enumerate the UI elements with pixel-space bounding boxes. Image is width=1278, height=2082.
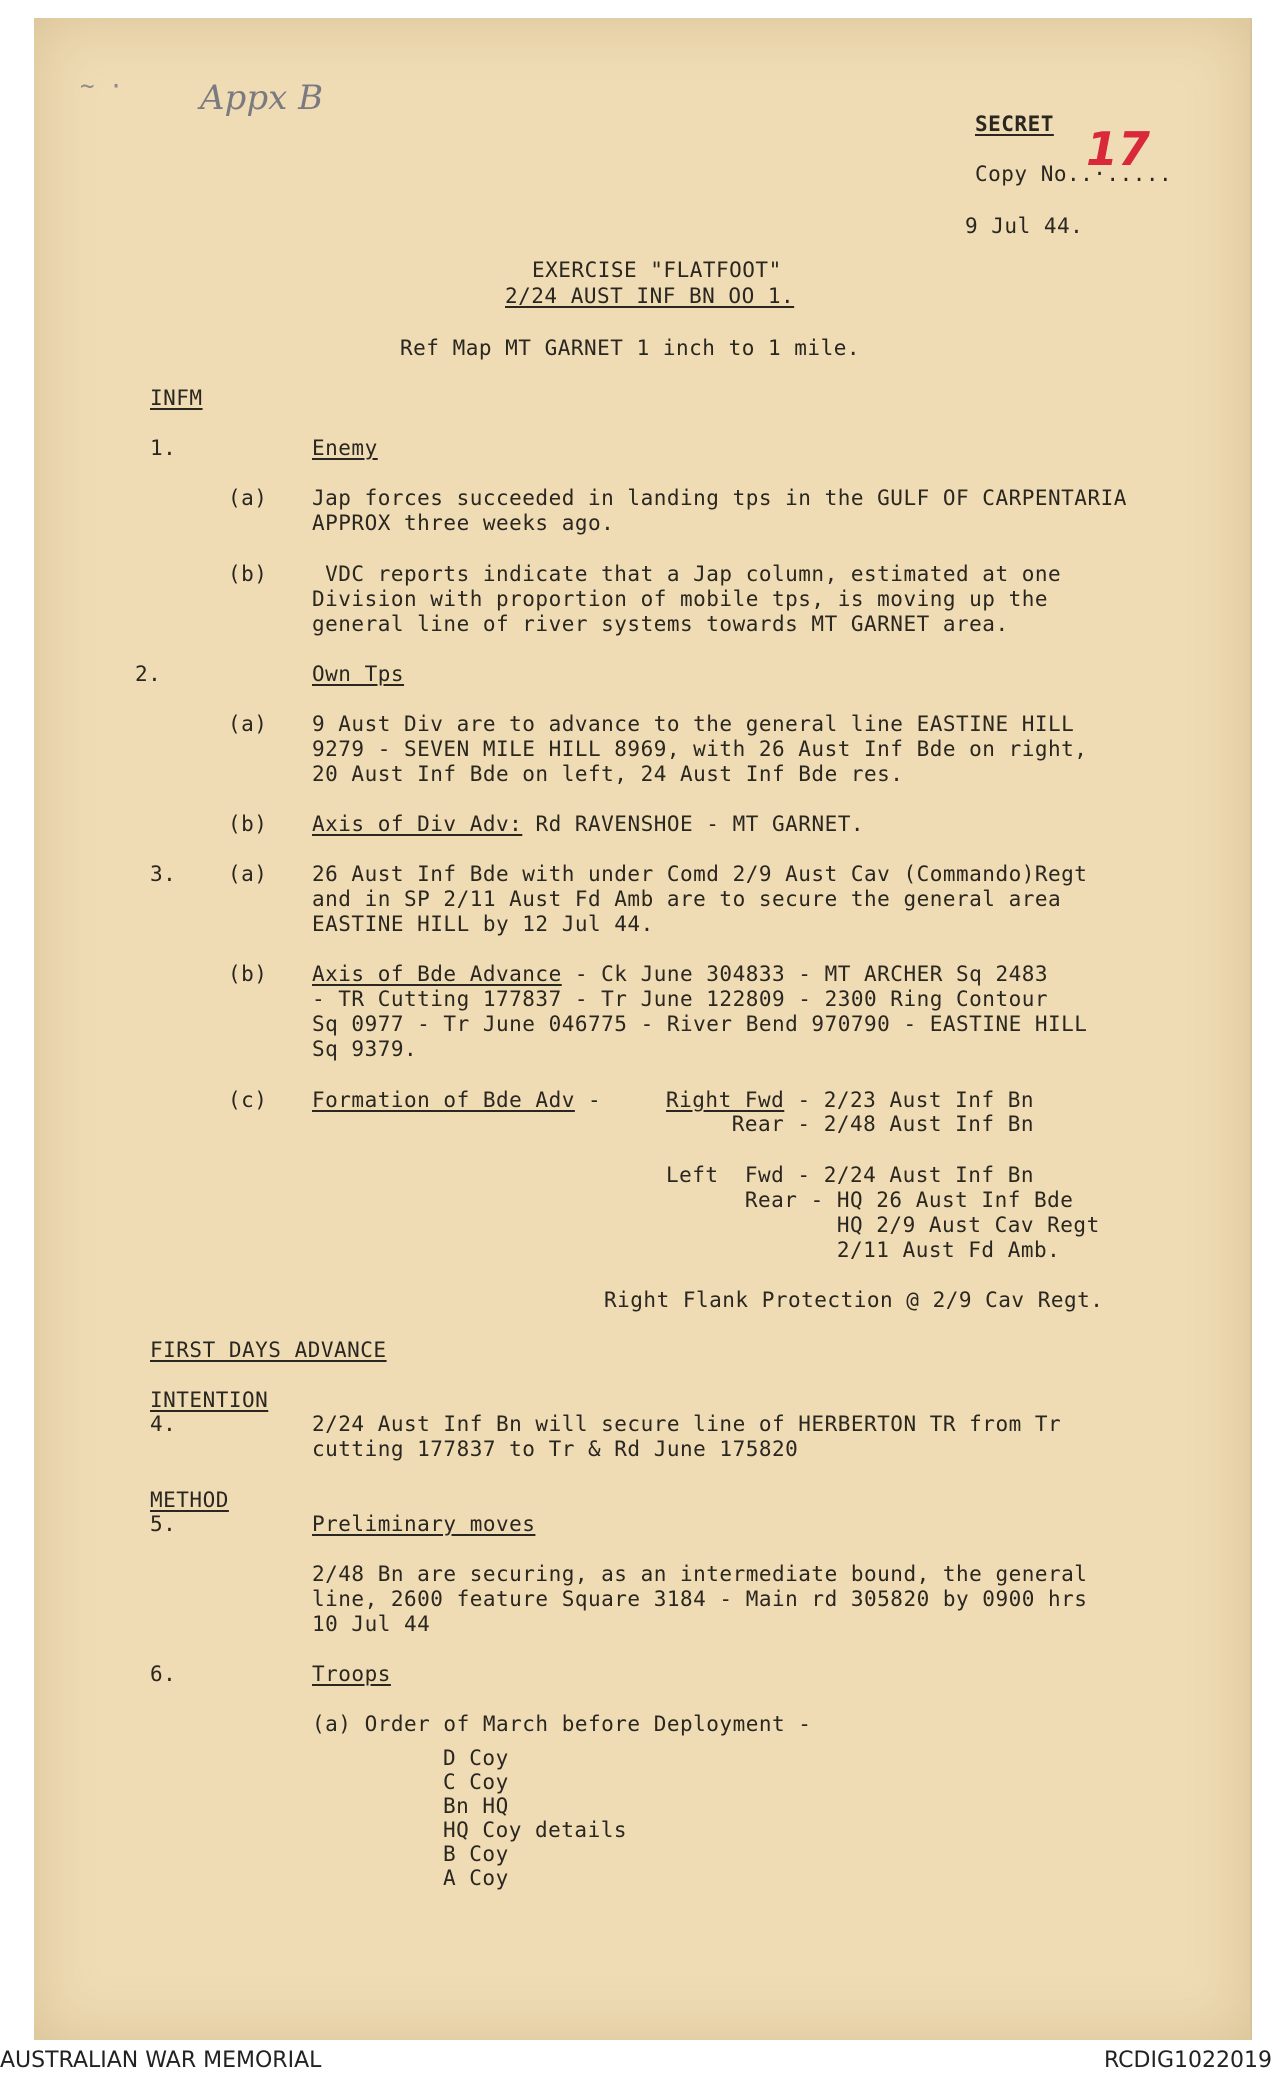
left-formation: Left Fwd - 2/24 Aust Inf Bn Rear - HQ 26 Aust Inf Bde HQ 2/9 Aust Cav Regt 2/11 Aust Fd Amb. [666, 1163, 1100, 1262]
exercise-title: EXERCISE "FLATFOOT" [532, 258, 782, 282]
footer-record-id: RCDIG1022019 [1103, 2048, 1272, 2073]
para-3b-body: - Ck June 304833 - MT ARCHER Sq 2483 - TR Cutting 177837 - Tr June 122809 - 2300 Ring Contour Sq 0977 - Tr June 046775 - River Bend 970790 - EASTINE HILL Sq 9379. [312, 962, 1088, 1061]
para-2a-text: 9 Aust Div are to advance to the general line EASTINE HILL 9279 - SEVEN MILE HILL 8969, with 26 Aust Inf Bde on right, 20 Aust Inf Bde on left, 24 Aust Inf Bde res. [312, 712, 1088, 786]
para-5-text: 2/48 Bn are securing, as an intermediate bound, the general line, 2600 feature Square 3184 - Main rd 305820 by 0900 hrs 10 Jul 44 [312, 1562, 1088, 1636]
para-2b-heading: Axis of Div Adv: [312, 812, 523, 836]
para-1a-text: Jap forces succeeded in landing tps in the GULF OF CARPENTARIA APPROX three weeks ago. [312, 486, 1127, 535]
para-3c-line [312, 1088, 614, 1113]
order-of-march-list: D Coy C Coy Bn HQ HQ Coy details B Coy A Coy [443, 1746, 628, 1890]
para-3c-heading: Formation of Bde Adv [312, 1088, 575, 1112]
para-2b-line [312, 812, 864, 837]
document-date: 9 Jul 44. [965, 214, 1084, 238]
para-heading-own-tps: Own Tps [312, 662, 405, 686]
para-4-text: 2/24 Aust Inf Bn will secure line of HERBERTON TR from Tr cutting 177837 to Tr & Rd June 175820 [312, 1412, 1062, 1461]
para-number: 5. [150, 1512, 177, 1536]
para-number: 4. [150, 1412, 177, 1436]
para-3b-text [312, 962, 1087, 1062]
para-heading-preliminary-moves: Preliminary moves [312, 1512, 536, 1536]
flank-protection: Right Flank Protection @ 2/9 Cav Regt. [604, 1288, 1104, 1312]
subpara-label: (a) [228, 486, 268, 510]
reference-map: Ref Map MT GARNET 1 inch to 1 mile. [400, 336, 861, 360]
right-rear-line: Rear - 2/48 Aust Inf Bn [666, 1112, 1035, 1136]
subpara-label: (a) [228, 862, 268, 886]
footer-institution: AUSTRALIAN WAR MEMORIAL [0, 2048, 322, 2073]
para-number: 1. [150, 436, 177, 460]
para-2b-text: Rd RAVENSHOE - MT GARNET. [522, 812, 865, 836]
handwritten-annotation: Appx B [200, 78, 324, 118]
subpara-label: (a) [228, 712, 268, 736]
para-heading-enemy: Enemy [312, 436, 378, 460]
right-fwd-unit: - 2/23 Aust Inf Bn [784, 1088, 1035, 1112]
para-number: 3. [150, 862, 177, 886]
para-heading-troops: Troops [312, 1662, 391, 1686]
subpara-label: (b) [228, 562, 268, 586]
subpara-label: (c) [228, 1088, 268, 1112]
right-fwd-label: Right Fwd [666, 1088, 785, 1112]
para-3a-text: 26 Aust Inf Bde with under Comd 2/9 Aust Cav (Commando)Regt and in SP 2/11 Aust Fd Amb are to secure the general area EASTINE HILL by 12 Jul 44. [312, 862, 1088, 936]
subpara-label: (b) [228, 812, 268, 836]
para-3c-dash: - [574, 1088, 615, 1112]
pencil-mark: ~ · [80, 72, 124, 100]
copy-number-handwritten: 17 [1086, 122, 1151, 176]
classification-secret: SECRET [975, 112, 1054, 136]
para-3b-heading: Axis of Bde Advance [312, 962, 562, 986]
section-intention: INTENTION [150, 1388, 269, 1412]
right-fwd-line [666, 1088, 1034, 1113]
section-first-days-advance: FIRST DAYS ADVANCE [150, 1338, 387, 1362]
para-number: 6. [150, 1662, 177, 1686]
section-method: METHOD [150, 1488, 229, 1512]
section-infm: INFM [150, 386, 203, 410]
para-number: 2. [135, 662, 162, 686]
para-1b-text: VDC reports indicate that a Jap column, estimated at one Division with proportion of mobile tps, is moving up the general line of river systems towards MT GARNET area. [312, 562, 1062, 636]
subpara-label: (b) [228, 962, 268, 986]
order-title: 2/24 AUST INF BN OO 1. [505, 284, 795, 308]
para-6a-text: (a) Order of March before Deployment - [312, 1712, 812, 1736]
copy-number: Copy No..·..... [975, 162, 1173, 186]
